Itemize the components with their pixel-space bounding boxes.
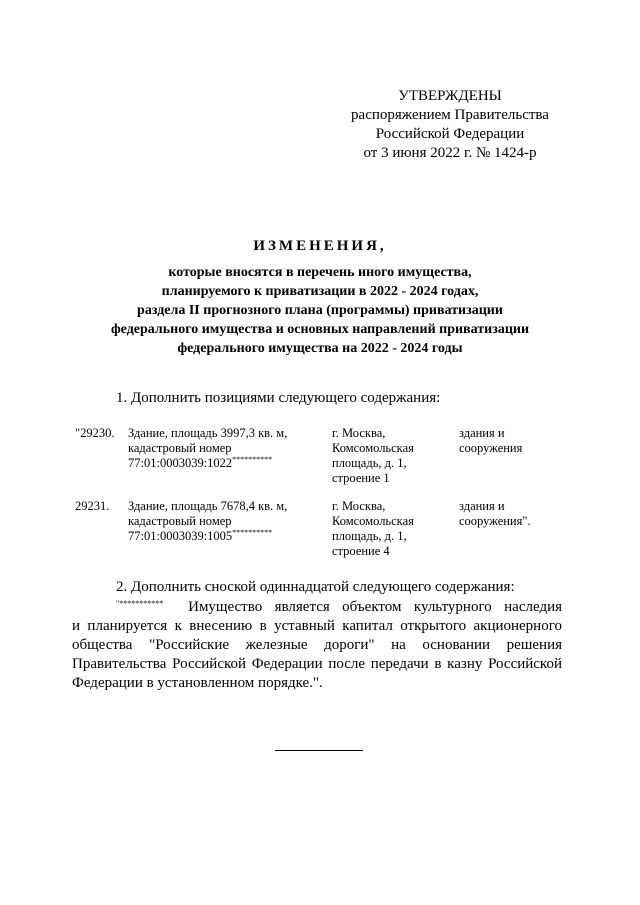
footnote-mark: ********** — [232, 528, 273, 537]
footnote-text: "*********** Имущество является объектом культурного наследия и планируется к внесению в уставный капитал открытого акционерного общества "Российские железные дороги" на основании решения Правительства Российской Федерации после передачи в казну Российской Федерации в установленном порядке.". — [72, 599, 563, 691]
subtitle-line: раздела II прогнозного плана (программы) приватизации — [137, 303, 503, 318]
property-description: Здание, площадь 7678,4 кв. м, кадастровый номер 77:01:0003039:1005********** — [128, 499, 288, 543]
position-number: "29230. — [75, 426, 115, 440]
cadastral-number: 77:01:0003039:1005 — [128, 529, 233, 543]
approval-by: распоряжением Правительства — [351, 107, 549, 123]
cadastral-number: 77:01:0003039:1022 — [128, 456, 233, 470]
property-type: здания и сооружения — [459, 426, 523, 455]
property-description: Здание, площадь 3997,3 кв. м, кадастровый номер 77:01:0003039:1022********** — [128, 426, 288, 470]
property-type: здания и сооружения". — [459, 499, 531, 528]
document-subtitle — [80, 263, 560, 358]
position-number: 29231. — [75, 499, 110, 513]
property-address: г. Москва, Комсомольская площадь, д. 1, строение 4 — [332, 499, 414, 558]
closing-rule — [275, 750, 363, 751]
approval-authority: Российской Федерации — [375, 126, 525, 142]
footnote-mark: ********** — [232, 455, 273, 464]
approval-block — [330, 87, 570, 163]
approval-heading: УТВЕРЖДЕНЫ — [398, 88, 502, 104]
approval-date-number: от 3 июня 2022 г. № 1424-р — [363, 145, 537, 161]
subtitle-line: которые вносятся в перечень иного имущества, — [168, 265, 472, 280]
section-2-heading: 2. Дополнить сноской одиннадцатой следующего содержания: — [116, 579, 515, 595]
footnote-mark: "*********** — [116, 599, 164, 608]
property-address: г. Москва, Комсомольская площадь, д. 1, строение 1 — [332, 426, 414, 485]
section-1-heading: 1. Дополнить позициями следующего содержания: — [116, 390, 441, 406]
subtitle-line: федерального имущества на 2022 - 2024 годы — [177, 341, 463, 356]
subtitle-line: планируемого к приватизации в 2022 - 2024 годах, — [161, 284, 479, 299]
document-title: ИЗМЕНЕНИЯ, — [253, 238, 387, 254]
subtitle-line: федерального имущества и основных направлений приватизации — [110, 322, 530, 337]
